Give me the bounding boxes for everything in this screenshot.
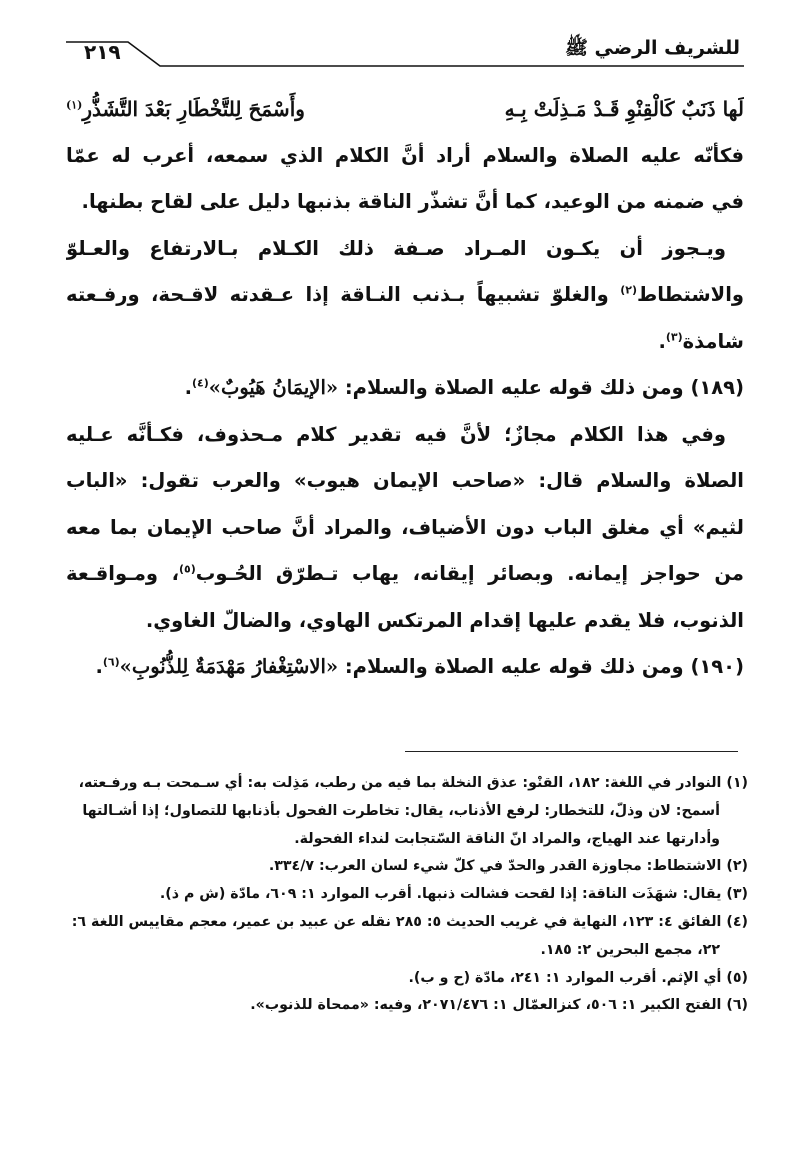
hadith-quote: «الإيمَانُ هَيُوبٌ» <box>208 376 339 399</box>
hadith-heading: (١٨٩) ومن ذلك قوله عليه الصلاة والسلام: «الإيمَانُ هَيُوبٌ»$^{(٤)}$. <box>184 376 744 399</box>
running-header <box>0 18 812 78</box>
hadith-number: (١٨٩) <box>690 376 744 399</box>
text-line: من حواجز إيمانه. وبصائر إيقانه، يهاب تـطرّق الحُـوب$^{(٥)}$، ومـواقـعة <box>66 562 744 585</box>
footnote-ref: (٢) <box>620 283 637 297</box>
footnotes <box>62 770 748 1020</box>
verse-line <box>66 86 744 133</box>
footnote-ref: (٥) <box>179 562 196 576</box>
text-line: في ضمنه من الوعيد، كما أنَّ تشذّر الناقة بذنبها دليل على لقاح بطنها. <box>81 190 744 213</box>
text-line: الصلاة والسلام قال: «صاحب الإيمان هيوب» والعرب تقول: «الباب <box>66 469 744 492</box>
text-line: الذنوب، فلا يقدم عليها إقدام المرتكس الهاوي، والضالّ الغاوي. <box>145 608 744 632</box>
footnote-line: وأدارتها عند الهياج، والمراد انّ الناقة السّتجابت لنداء الفحولة. <box>294 830 720 847</box>
text-line: ويـجوز أن يكـون المـراد صـفة ذلك الكـلام بـالارتفاع والعـلوّ <box>66 236 726 260</box>
text-line: لثيم» أي مغلق الباب دون الأضياف، والمراد أنَّ صاحب الإيمان بما معه <box>66 515 744 539</box>
text-line: فكأنّه عليه الصلاة والسلام أراد أنَّ الكلام الذي سمعه، أعرب له عمّا <box>66 143 744 167</box>
footnote-line: (٦) الفتح الكبير ١: ٥٠٦، كنزالعمّال ١: ٢٠٧١/٤٧٦، وفيه: «ممحاة للذنوب». <box>250 997 748 1014</box>
footnote-line: (٢) الاشتطاط: مجاوزة القدر والحدّ في كلّ شيء لسان العرب: ٣٣٤/٧. <box>268 858 748 875</box>
header-title: للشريف الرضي ﷺ <box>564 37 740 59</box>
text-line: والاشتطاط$^{(٢)}$ والغلوّ تشبيهاً بـذنب النـاقة إذا عـقدته لاقـحة، ورفـعته <box>66 283 744 306</box>
footnote-line: (٣) يقال: شهَذَت الناقة: إذا لقحت فشالت ذنبها. أقرب الموارد ١: ٦٠٩، مادّة (ش م ذ). <box>159 886 748 903</box>
footnote-line: أسمح: لان وذلّ، للتخطار: لرفع الأذناب، يقال: تخاطرت الفحول بأذنابها للتصاول؛ إذا أشـالتها <box>82 802 720 819</box>
footnote-line: (٤) الفائق ٤: ١٢٣، النهاية في غريب الحديث ٥: ٢٨٥ نقله عن عبيد بن عمير، معجم مقاييس اللغة ٦: <box>71 913 748 930</box>
footnote-ref: (١) <box>66 98 83 112</box>
page-number: ٢١٩ <box>84 40 121 64</box>
footnote-line: (١) النوادر في اللغة: ١٨٢، القنْو: عذق النخلة بما فيه من رطب، مَذِلت به: أي سـمحت بـه ورفـعته، <box>78 775 748 791</box>
footnote-line: ٢٢، مجمع البحرين ٢: ١٨٥. <box>540 941 720 958</box>
footnote-line: (٥) أي الإثم. أقرب الموارد ١: ٢٤١، مادّة (ح و ب). <box>408 969 748 986</box>
footnote-ref: (٦) <box>102 655 120 669</box>
hadith-number: (١٩٠) <box>690 655 744 678</box>
verse-hemistich-1: لَها ذَنَبٌ كَالْقِنْوِ قَـدْ مَـذِلَتْ بِـهِ <box>504 97 744 121</box>
text-line: وفي هذا الكلام مجازٌ؛ لأنَّ فيه تقدير كلام مـحذوف، فكـأنَّه عـليه <box>66 422 726 446</box>
text-line: شامذة$^{(٣)}$. <box>658 329 744 353</box>
footnote-ref: (٤) <box>192 376 209 390</box>
hadith-quote: «الاسْتِغْفارُ مَهْدَمَةٌ لِلذُّنُوبِ» <box>119 655 339 678</box>
hadith-heading: (١٩٠) ومن ذلك قوله عليه الصلاة والسلام: «الاسْتِغْفارُ مَهْدَمَةٌ لِلذُّنُوبِ»$^{(٦)}$. <box>95 655 744 678</box>
verse-hemistich-2: وأَسْمَحَ لِلتَّخْطَارِ بَعْدَ التَّشَذُّرِ$^{(١)}$ <box>66 97 305 121</box>
main-text <box>66 86 744 691</box>
footnote-separator <box>405 751 738 752</box>
footnote-ref: (٣) <box>665 330 683 343</box>
